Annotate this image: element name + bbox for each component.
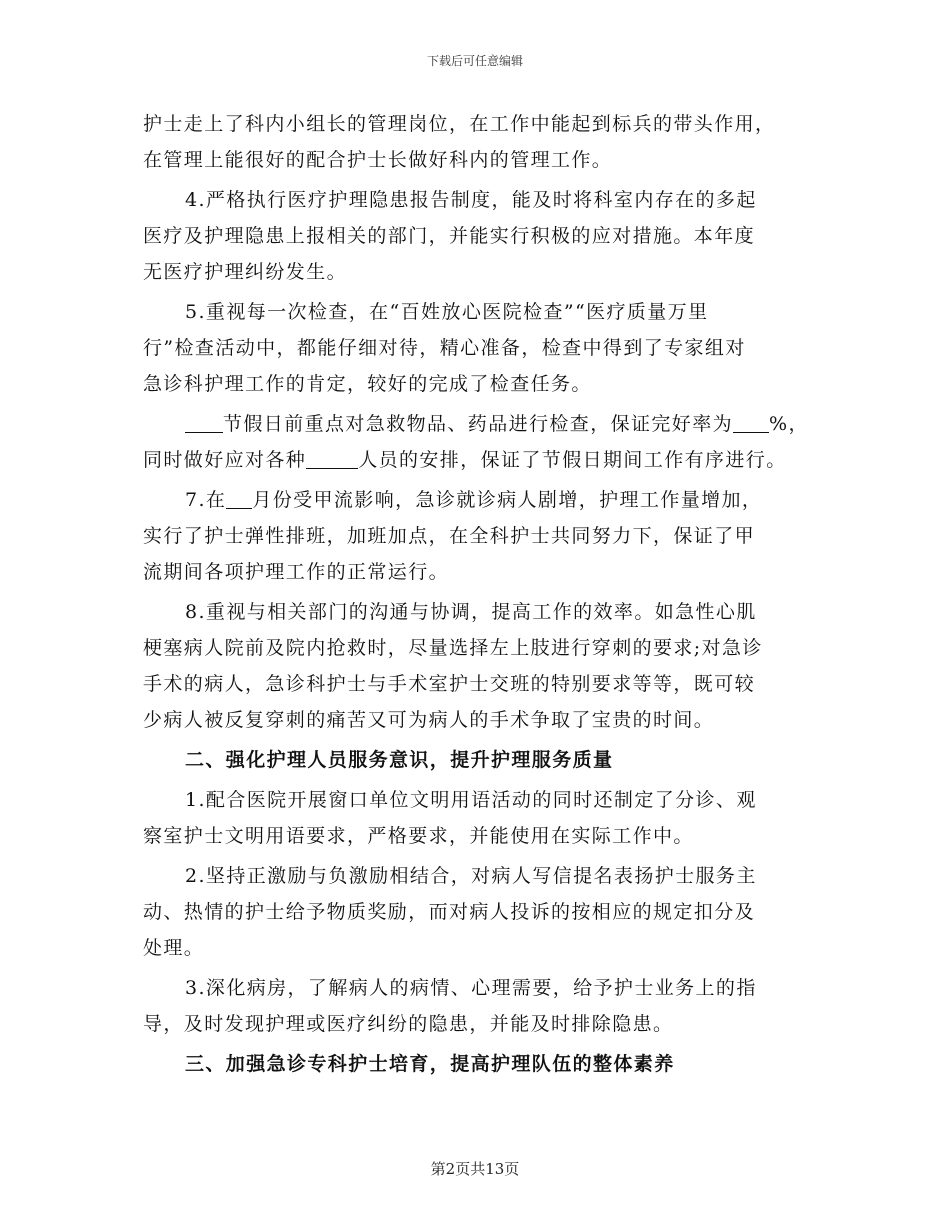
paragraph-4-line-2 <box>143 442 813 478</box>
paragraph-3-line-2: 行”检查活动中，都能仔细对待，精心准备，检查中得到了专家组对 <box>143 337 746 359</box>
paragraph-4-text-a: 节假日前重点对急救物品、药品进行检查，保证完好率为 <box>223 413 734 435</box>
paragraph-5-text-b: 月份受甲流影响，急诊就诊病人剧增，护理工作量增加， <box>252 489 763 511</box>
paragraph-5-text-a: 7.在 <box>185 489 227 511</box>
fill-blank <box>306 448 358 469</box>
paragraph-3-line-1: 5.重视每一次检查，在“百姓放心医院检查”“医疗质量万里 <box>185 301 709 323</box>
paragraph-4-text-d: 人员的安排，保证了节假日期间工作有序进行。 <box>358 449 787 471</box>
paragraph-9-line-2: 导，及时发现护理或医疗纠纷的隐患，并能及时排除隐患。 <box>143 1013 674 1035</box>
paragraph-5-line-2: 实行了护士弹性排班，加班加点，在全科护士共同努力下，保证了甲 <box>143 525 756 547</box>
paragraph-2-line-1: 4.严格执行医疗护理隐患报告制度，能及时将科室内存在的多起 <box>185 189 757 211</box>
document-body <box>143 106 813 1082</box>
paragraph-6-line-1: 8.重视与相关部门的沟通与协调，提高工作的效率。如急性心肌 <box>185 601 757 623</box>
paragraph-8-line-3: 处理。 <box>143 937 205 959</box>
paragraph-7-line-2: 察室护士文明用语要求，严格要求，并能使用在实际工作中。 <box>143 825 694 847</box>
paragraph-9-line-1: 3.深化病房，了解病人的病情、心理需要，给予护士业务上的指 <box>185 977 757 999</box>
paragraph-1-line-1: 护士走上了科内小组长的管理岗位，在工作中能起到标兵的带头作用， <box>143 113 776 135</box>
paragraph-6-line-2: 梗塞病人院前及院内抢救时，尽量选择左上肢进行穿刺的要求;对急诊 <box>143 637 763 659</box>
paragraph-1-line-2: 在管理上能很好的配合护士长做好科内的管理工作。 <box>143 149 613 171</box>
paragraph-4-line-1 <box>143 406 813 442</box>
paragraph-4-text-b: %， <box>769 413 809 435</box>
page-number-footer: 第2页共13页 <box>430 1160 520 1178</box>
paragraph-5-line-1 <box>143 482 813 518</box>
paragraph-5-line-3: 流期间各项护理工作的正常运行。 <box>143 561 450 583</box>
section-heading-3: 三、加强急诊专科护士培育，提高护理队伍的整体素养 <box>185 1053 675 1075</box>
section-heading-2: 二、强化护理人员服务意识，提升护理服务质量 <box>185 749 614 771</box>
fill-blank <box>733 412 769 433</box>
paragraph-7-line-1: 1.配合医院开展窗口单位文明用语活动的同时还制定了分诊、观 <box>185 789 757 811</box>
paragraph-8-line-1: 2.坚持正激励与负激励相结合，对病人写信提名表扬护士服务主 <box>185 865 757 887</box>
paragraph-6-line-4: 少病人被反复穿刺的痛苦又可为病人的手术争取了宝贵的时间。 <box>143 709 715 731</box>
fill-blank <box>226 488 252 509</box>
paragraph-2-line-3: 无医疗护理纠纷发生。 <box>143 261 348 283</box>
page-header-note: 下载后可任意编辑 <box>426 54 523 68</box>
paragraph-8-line-2: 动、热情的护士给予物质奖励，而对病人投诉的按相应的规定扣分及 <box>143 901 756 923</box>
paragraph-6-line-3: 手术的病人，急诊科护士与手术室护士交班的特别要求等等，既可较 <box>143 673 756 695</box>
paragraph-4-text-c: 同时做好应对各种 <box>143 449 307 471</box>
paragraph-3-line-3: 急诊科护理工作的肯定，较好的完成了检查任务。 <box>143 373 592 395</box>
paragraph-2-line-2: 医疗及护理隐患上报相关的部门，并能实行积极的应对措施。本年度 <box>143 225 756 247</box>
fill-blank <box>185 412 223 433</box>
